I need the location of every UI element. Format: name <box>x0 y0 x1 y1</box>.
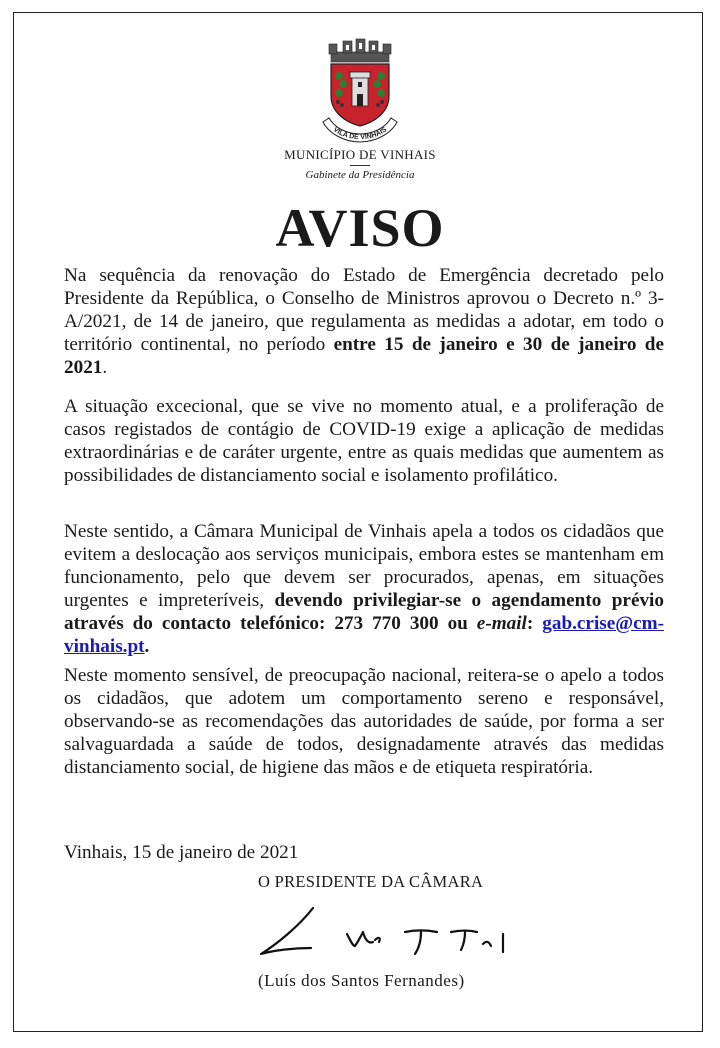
paragraph-1 <box>64 264 664 379</box>
signatory-name: (Luís dos Santos Fernandes) <box>258 971 465 990</box>
header-divider <box>350 165 370 166</box>
paragraph-2: A situação excecional, que se vive no momento atual, e a proliferação de casos registados de contágio de COVID-19 exige a aplicação de medidas extraordinárias e de caráter urgente, entre as quais medidas que aumentem as possibilidades de distanciamento social e isolamento profilático. <box>64 396 664 486</box>
email-colon: : <box>526 613 543 634</box>
notice-title: AVISO <box>275 198 445 258</box>
handwritten-signature <box>255 896 515 966</box>
paragraph-1-end: . <box>102 357 108 378</box>
paragraph-3-text: Neste sentido, a Câmara Municipal de Vinhais apela a todos os cidadãos que evitem a deslocação aos serviços municipais, embora estes se mantenham em funcionamento, pelo que devem ser procurados, apenas, em situações urgentes e impreteríveis, <box>64 521 664 611</box>
president-title: O PRESIDENTE DA CÂMARA <box>258 872 484 891</box>
municipal-crest-logo <box>317 38 403 146</box>
crest-scroll-text: VILA DE VINHAIS <box>331 126 389 142</box>
paragraph-3 <box>64 520 664 658</box>
email-label: e-mail <box>476 613 527 634</box>
paragraph-3-contact: devendo privilegiar-se o agendamento prévio através do contacto telefónico: 273 770 300 ou <box>64 590 664 634</box>
date-line: Vinhais, 15 de janeiro de 2021 <box>64 842 299 863</box>
paragraph-1-text: Na sequência da renovação do Estado de Emergência decretado pelo Presidente da República, o Conselho de Ministros aprovou o Decreto n.º 3-A/2021, de 14 de janeiro, que regulamenta as medidas a adotar, em todo o território continental, no período <box>64 265 664 355</box>
paragraph-1-dates: entre 15 de janeiro e 30 de janeiro de 2021 <box>64 334 664 378</box>
paragraph-4: Neste momento sensível, de preocupação nacional, reitera-se o apelo a todos os cidadãos, que adotem um comportamento sereno e responsável, observando-se as recomendações das autoridades de saúde, por forma a ser salvaguardada a saúde de todos, designadamente através das medidas distanciamento social, de higiene das mãos e de etiqueta respiratória. <box>64 665 664 778</box>
municipality-name: MUNICÍPIO DE VINHAIS <box>284 147 436 162</box>
email-link[interactable]: gab.crise@cm-vinhais.pt <box>64 613 664 657</box>
paragraph-3-end: . <box>144 636 150 657</box>
office-name: Gabinete da Presidência <box>305 169 415 181</box>
